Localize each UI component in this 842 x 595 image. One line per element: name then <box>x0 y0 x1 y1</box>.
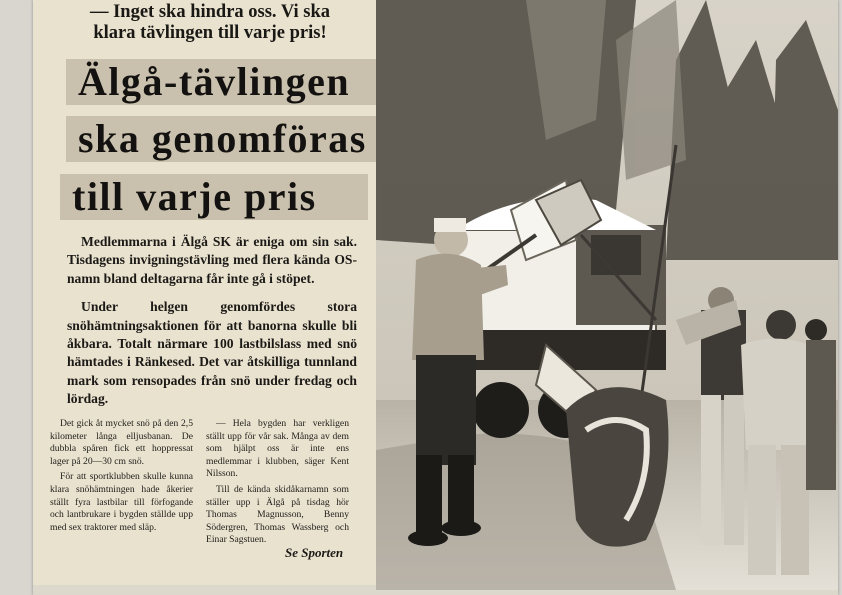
kicker-line-1: — Inget ska hindra oss. Vi ska <box>89 2 331 22</box>
body-right-paragraph-2: Till de kända skidåkarnamn som ställer upp i Älgå på tisdag hör Thomas Magnusson, Benny Södergren, Thomas Wassberg och Einar Sagstuen. <box>206 483 349 546</box>
body-column-right <box>206 418 349 550</box>
kicker-quote <box>40 2 380 44</box>
headline-line-3: till varje pris <box>60 174 368 220</box>
body-right-paragraph-1: — Hela bygden har verkligen ställt upp för vår sak. Många av dem som hjälpt oss är inte ens medlemmar i klubben, säger Kent Nilsson. <box>206 418 349 480</box>
snow-clearing-photo <box>376 0 838 590</box>
kicker-line-2: klara tävlingen till varje pris! <box>93 23 327 43</box>
see-sports-reference: Se Sporten <box>285 545 344 560</box>
body-left-paragraph-2: För att sportklubben skulle kunna klara snöhämtningen hade åkerier ställt fyra lastbilar till förfogande och lantbrukare i bygden ställde upp med sex traktorer med släp. <box>50 471 193 533</box>
lead-paragraphs <box>67 233 357 419</box>
body-column-left <box>50 418 193 537</box>
headline-line-2: ska genomföras <box>66 116 428 162</box>
snow-pile <box>566 387 669 547</box>
lead-paragraph-2: Under helgen genomfördes stora snöhämtningsaktionen för att banorna skulle bli åkbara. Totalt närmare 100 lastbilslass med snö hämtades i Ränkesed. Det var åtskilliga tunnland mark som rensopades från snö under fredag och lördag. <box>67 299 357 407</box>
lead-paragraph-1: Medlemmarna i Älgå SK är eniga om sin sak. Tisdagens invigningstävling med flera kända OS-namn bland deltagarna får inte gå i stöpet. <box>67 234 357 286</box>
headline-line-1: Älgå-tävlingen <box>66 59 428 105</box>
body-left-paragraph-1: Det gick åt mycket snö på den 2,5 kilometer långa elljusbanan. De dubbla spåren fick ett hoppressat lager på 20—30 cm snö. <box>50 418 193 467</box>
